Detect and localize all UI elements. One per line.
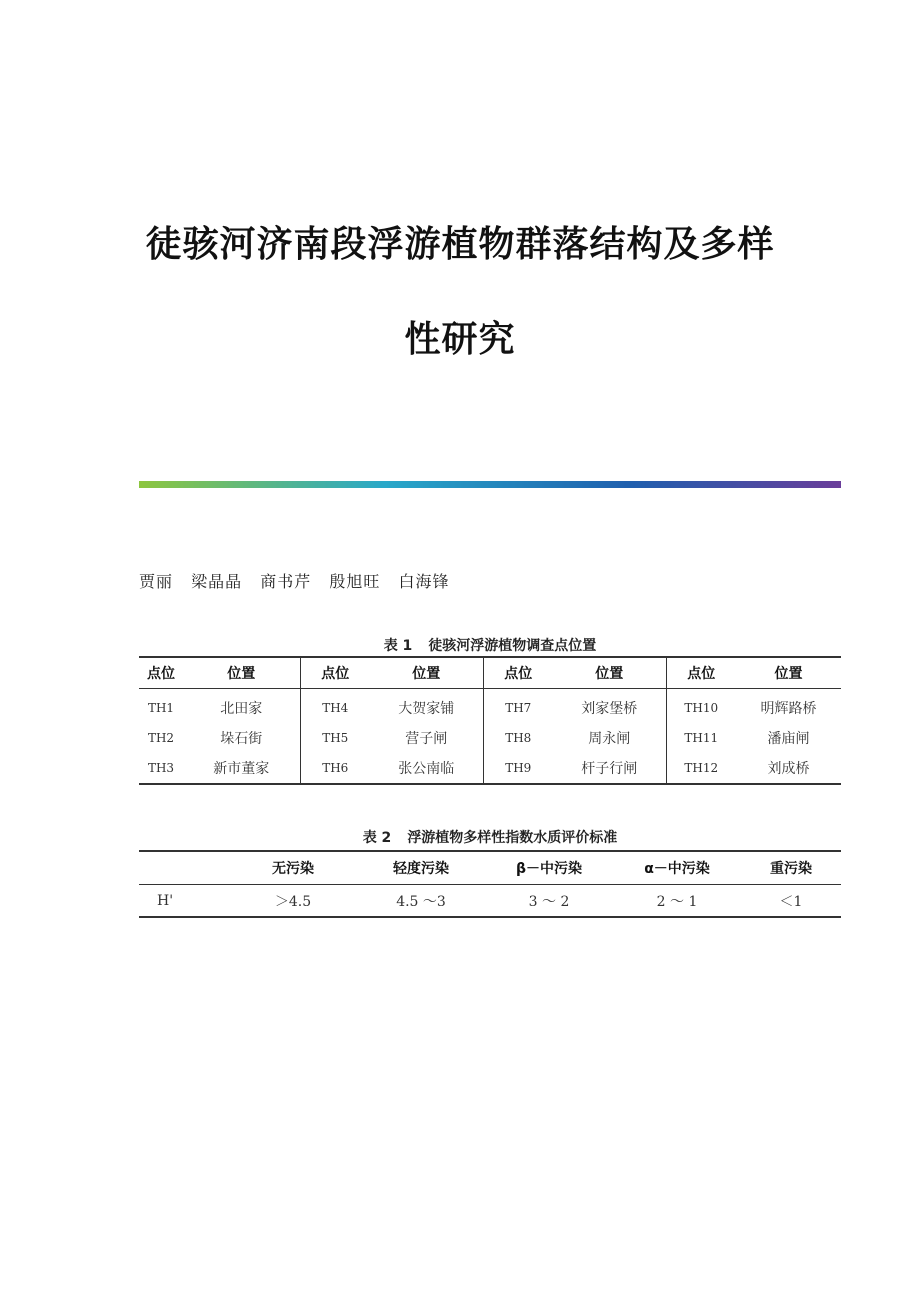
column-header: β－中污染 [485, 851, 613, 885]
table-cell: TH6 [300, 753, 370, 784]
author: 梁晶晶 [191, 572, 243, 591]
column-header: 位置 [183, 657, 300, 689]
title-divider [139, 481, 841, 488]
column-header: 重污染 [741, 851, 841, 885]
water-quality-standards-table [139, 850, 841, 918]
author: 殷旭旺 [329, 572, 381, 591]
column-header: 点位 [483, 657, 553, 689]
author-list [139, 569, 461, 592]
sampling-sites-table [139, 656, 841, 785]
table-cell: TH5 [322, 731, 349, 745]
table-cell: TH11 [684, 731, 719, 745]
table-cell: TH2 [147, 731, 175, 745]
table-cell: TH4 [322, 701, 349, 715]
column-header: 位置 [370, 657, 483, 689]
author: 商书芹 [260, 572, 312, 591]
table-cell: ＜1 [741, 885, 841, 918]
table-row [139, 723, 841, 753]
table-row [139, 885, 841, 918]
table2-caption-text: 浮游植物多样性指数水质评价标准 [407, 830, 618, 846]
author: 贾丽 [139, 572, 174, 591]
table-cell: ＞4.5 [229, 885, 357, 918]
table-cell: 周永闸 [553, 723, 666, 753]
column-header: 点位 [300, 657, 370, 689]
table-cell: 新市董家 [183, 753, 300, 784]
table-cell: TH3 [139, 753, 183, 784]
table-row [139, 689, 841, 724]
table-cell: 刘成桥 [736, 753, 841, 784]
table-cell: 明辉路桥 [760, 701, 817, 717]
column-header: 点位 [666, 657, 736, 689]
table-cell: 营子闸 [370, 723, 483, 753]
column-header: 无污染 [229, 851, 357, 885]
column-header: 轻度污染 [357, 851, 485, 885]
table1-caption-number: 表 1 [383, 638, 413, 654]
column-header: 点位 [139, 657, 183, 689]
paper-title-line-2: 性研究 [404, 318, 516, 360]
table-header-row [139, 851, 841, 885]
table-cell: 4.5 ～3 [357, 885, 485, 918]
table-cell: TH1 [147, 701, 175, 715]
table-cell: TH7 [505, 701, 532, 715]
table-cell: 张公南临 [370, 753, 483, 784]
table-cell: TH8 [505, 731, 532, 745]
column-header: α－中污染 [613, 851, 741, 885]
table-cell: TH10 [684, 701, 719, 715]
table2-caption-number: 表 2 [362, 830, 392, 846]
table-header-row [139, 657, 841, 689]
column-header: 位置 [553, 657, 666, 689]
table-cell: 2 ～ 1 [613, 885, 741, 918]
column-header: 位置 [736, 657, 841, 689]
table2-caption [139, 827, 841, 847]
column-header [139, 851, 229, 885]
table-cell: TH12 [666, 753, 736, 784]
table-cell: 杆子行闸 [553, 753, 666, 784]
table-cell: 垛石街 [183, 723, 300, 753]
table1-caption [139, 635, 841, 655]
table-row-label: H' [139, 885, 229, 918]
table-cell: 北田家 [183, 689, 300, 724]
table-cell: 潘庙闸 [767, 731, 810, 747]
author: 白海锋 [398, 572, 450, 591]
table-cell: TH9 [483, 753, 553, 784]
table-cell: 3 ～ 2 [485, 885, 613, 918]
table1-caption-text: 徒骇河浮游植物调查点位置 [428, 638, 597, 654]
paper-title-line-1: 徒骇河济南段浮游植物群落结构及多样 [145, 223, 775, 265]
table-row [139, 753, 841, 784]
table-cell: 大贺家铺 [370, 689, 483, 724]
table-cell: 刘家堡桥 [553, 689, 666, 724]
